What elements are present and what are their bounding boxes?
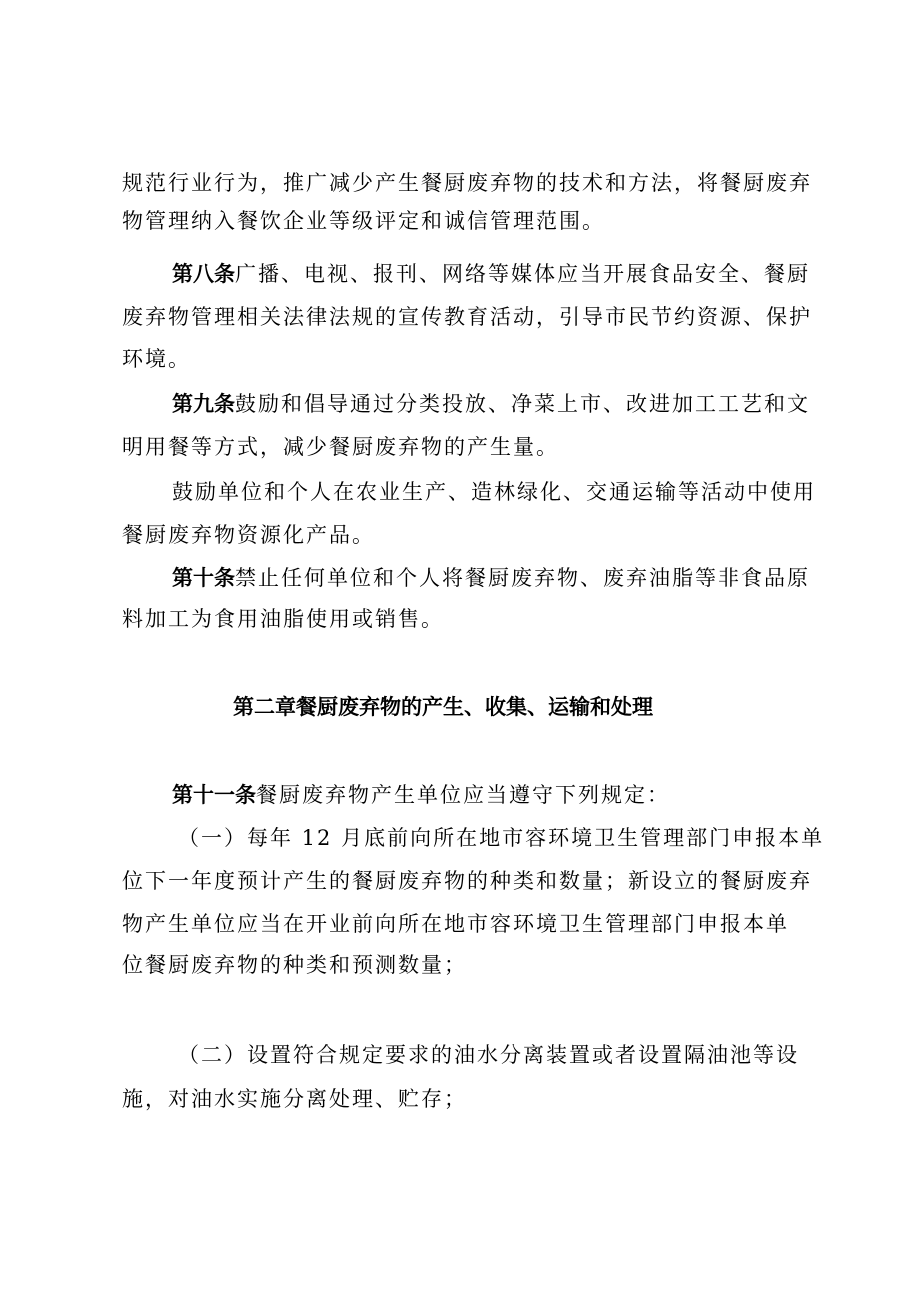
chapter2-heading: 第二章餐厨废弃物的产生、收集、运输和处理 bbox=[233, 695, 653, 719]
article9-para2-line1: 鼓励单位和个人在农业生产、造林绿化、交通运输等活动中使用 bbox=[172, 480, 816, 504]
article9-line2: 明用餐等方式，减少餐厨废弃物的产生量。 bbox=[122, 435, 559, 459]
article8-label: 第八条 bbox=[172, 262, 235, 286]
article7-continuation-line2: 物管理纳入餐饮企业等级评定和诚信管理范围。 bbox=[122, 209, 605, 233]
article11-label: 第十一条 bbox=[172, 783, 256, 807]
article11-item2-line2: 施，对油水实施分离处理、贮存； bbox=[122, 1087, 467, 1111]
article8-line1 bbox=[172, 259, 810, 289]
article11-item2-line1: （二）设置符合规定要求的油水分离装置或者设置隔油池等设 bbox=[178, 1043, 799, 1067]
article11-intro-line bbox=[172, 780, 670, 810]
article8-line2: 废弃物管理相关法律法规的宣传教育活动，引导市民节约资源、保护 bbox=[122, 305, 812, 329]
article11-item1-line3: 物产生单位应当在开业前向所在地市容环境卫生管理部门申报本单 bbox=[122, 912, 789, 936]
article10-text: 禁止任何单位和个人将餐厨废弃物、废弃油脂等非食品原 bbox=[235, 566, 810, 590]
article10-line2: 料加工为食用油脂使用或销售。 bbox=[122, 607, 444, 631]
article11-intro: 餐厨废弃物产生单位应当遵守下列规定： bbox=[256, 783, 670, 807]
article9-line1 bbox=[172, 389, 810, 419]
article9-para2-line2: 餐厨废弃物资源化产品。 bbox=[122, 523, 375, 547]
article8-text: 广播、电视、报刊、网络等媒体应当开展食品安全、餐厨 bbox=[235, 262, 810, 286]
article10-label: 第十条 bbox=[172, 566, 235, 590]
article11-item1-line1: （一）每年 12 月底前向所在地市容环境卫生管理部门申报本单 bbox=[178, 826, 825, 850]
article10-line1 bbox=[172, 563, 810, 593]
article9-text: 鼓励和倡导通过分类投放、净菜上市、改进加工工艺和文 bbox=[235, 392, 810, 416]
article9-label: 第九条 bbox=[172, 392, 235, 416]
article11-item1-line4: 位餐厨废弃物的种类和预测数量； bbox=[122, 953, 467, 977]
article8-line3: 环境。 bbox=[122, 347, 191, 371]
article7-continuation-line1: 规范行业行为，推广减少产生餐厨废弃物的技术和方法，将餐厨废弃 bbox=[122, 171, 812, 195]
article11-item1-line2: 位下一年度预计产生的餐厨废弃物的种类和数量；新设立的餐厨废弃 bbox=[122, 869, 812, 893]
